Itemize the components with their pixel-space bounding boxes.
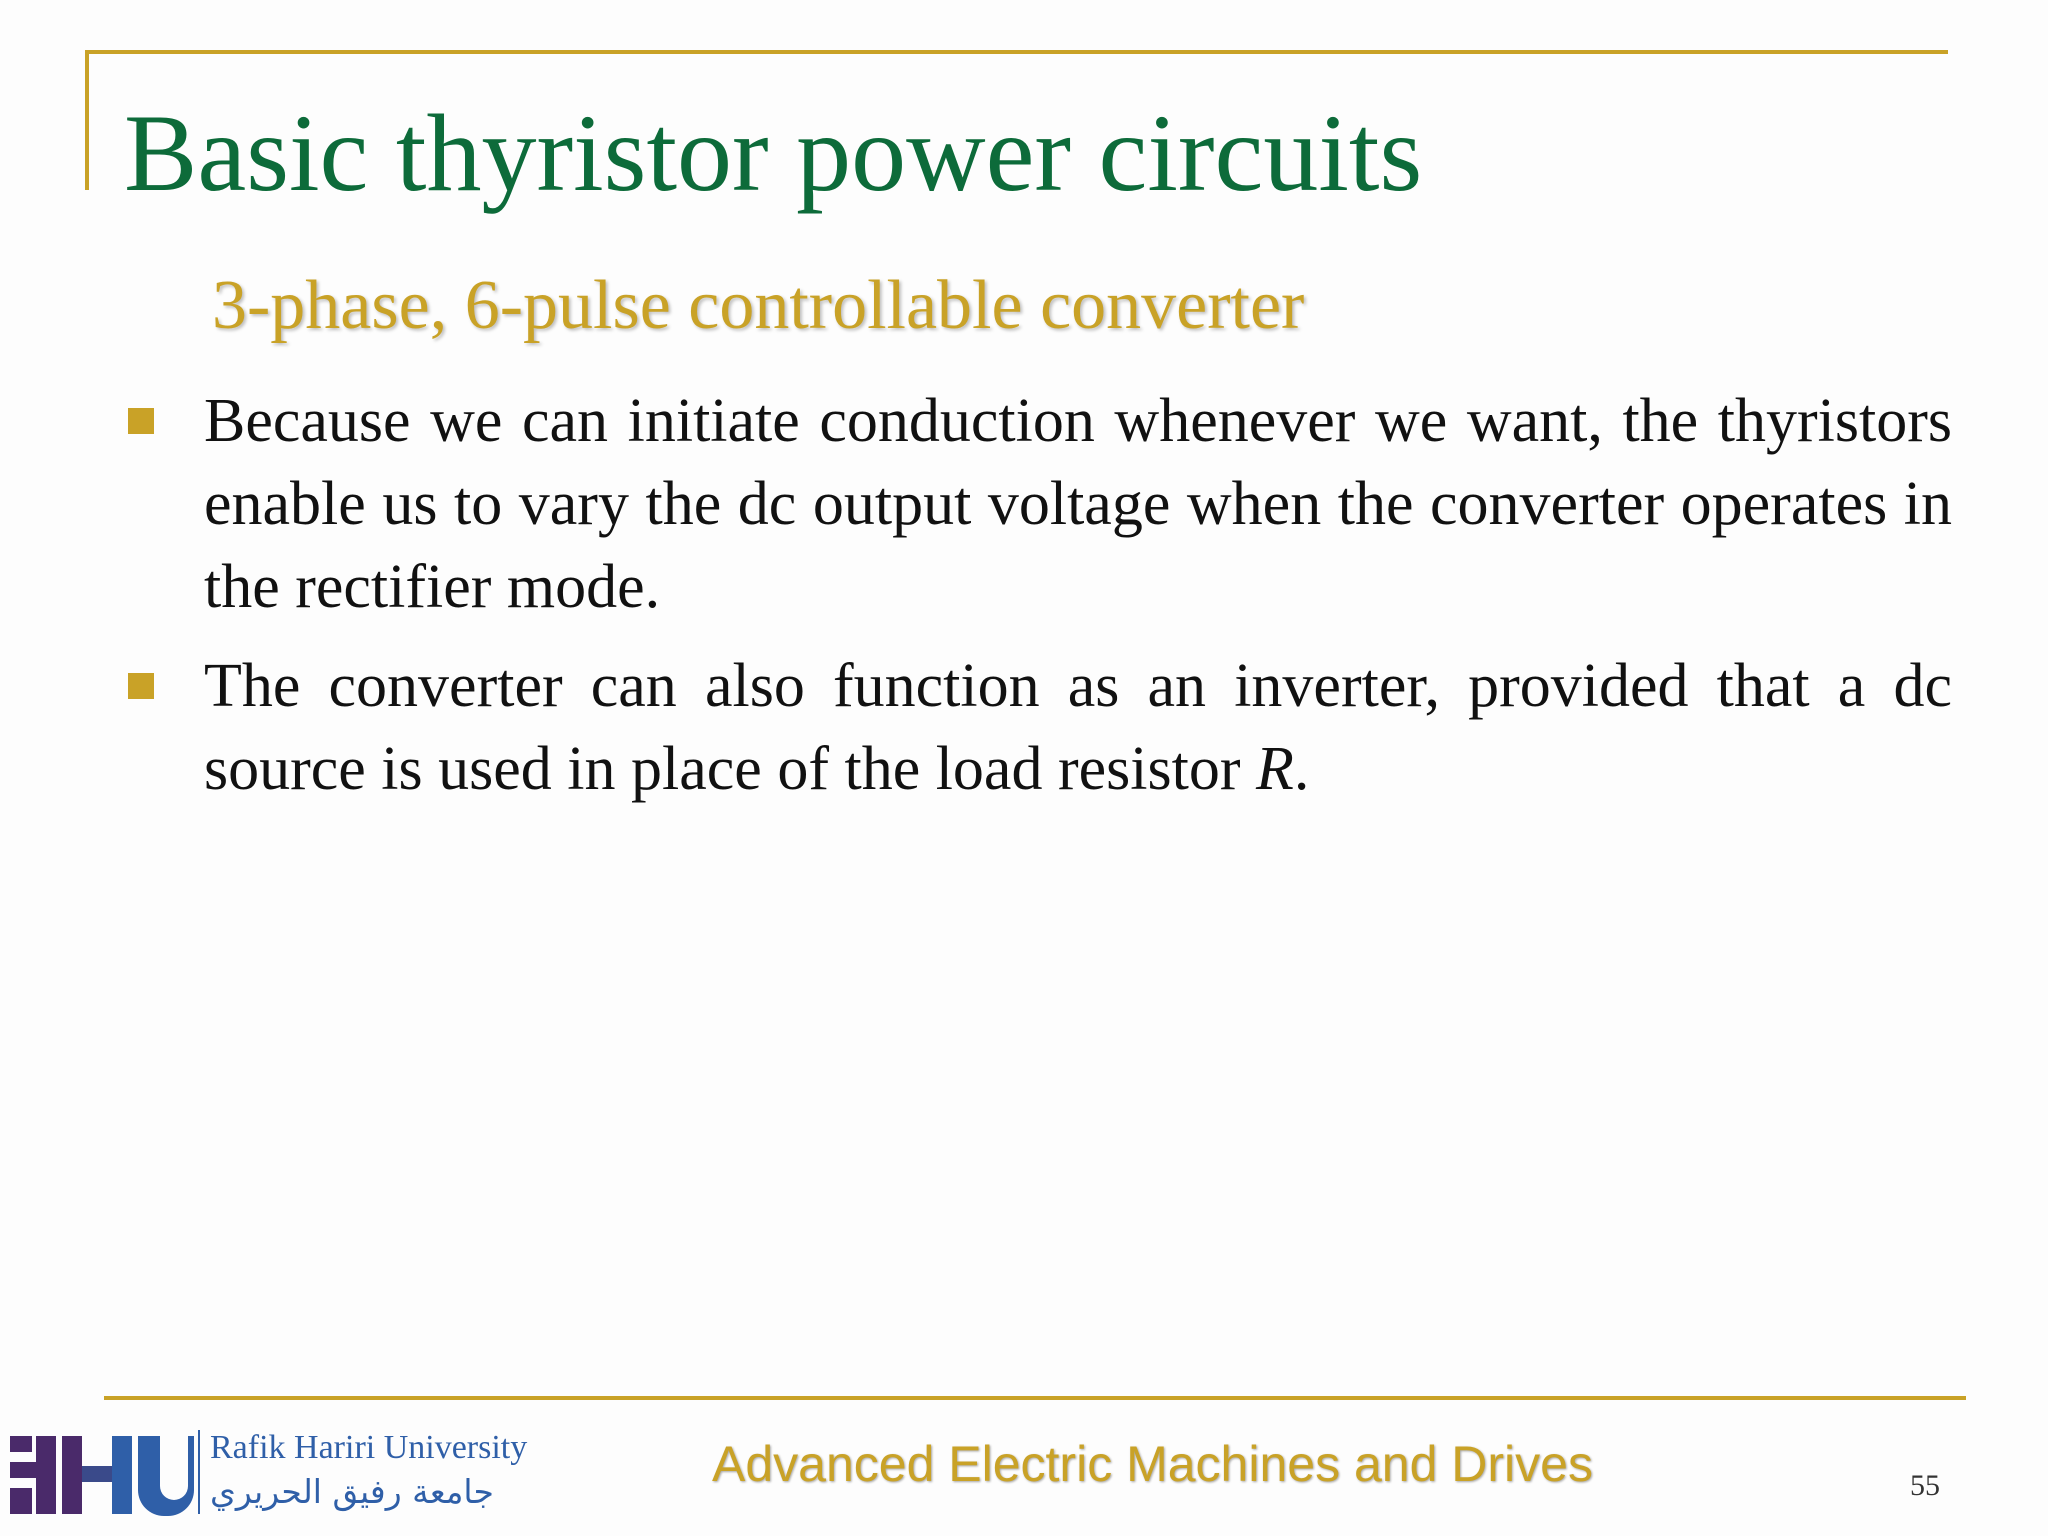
bullet-text	[204, 652, 1952, 803]
square-bullet-icon	[128, 673, 154, 699]
logo-text-english: Rafik Hariri University	[210, 1429, 528, 1466]
bullet-text: Because we can initiate conduction whenever we want, the thyristors enable us to vary the dc output voltage when the converter operates in the rectifier mode.	[204, 387, 1952, 621]
university-logo	[10, 1428, 600, 1528]
frame-left-rule	[85, 50, 89, 190]
bullet-list	[124, 380, 1952, 827]
slide-title: Basic thyristor power circuits	[124, 92, 1423, 214]
bullet-text-end: .	[1293, 735, 1310, 803]
footer-rule	[104, 1396, 1966, 1400]
square-bullet-icon	[128, 408, 154, 434]
page-number: 55	[1910, 1469, 1940, 1502]
course-title: Advanced Electric Machines and Drives	[712, 1436, 1593, 1492]
resistor-symbol: R	[1255, 735, 1294, 803]
logo-divider	[198, 1430, 200, 1514]
frame-top-rule	[85, 50, 1948, 54]
slide-subtitle: 3-phase, 6-pulse controllable converter	[212, 267, 1305, 344]
bullet-item	[124, 380, 1952, 629]
rhu-logo-mark-icon	[10, 1428, 210, 1518]
logo-text-arabic: جامعة رفيق الحريري	[210, 1472, 494, 1511]
bullet-item	[124, 645, 1952, 811]
bullet-text-main: The converter can also function as an inverter, provided that a dc source is used in place of the load resistor	[204, 652, 1952, 803]
